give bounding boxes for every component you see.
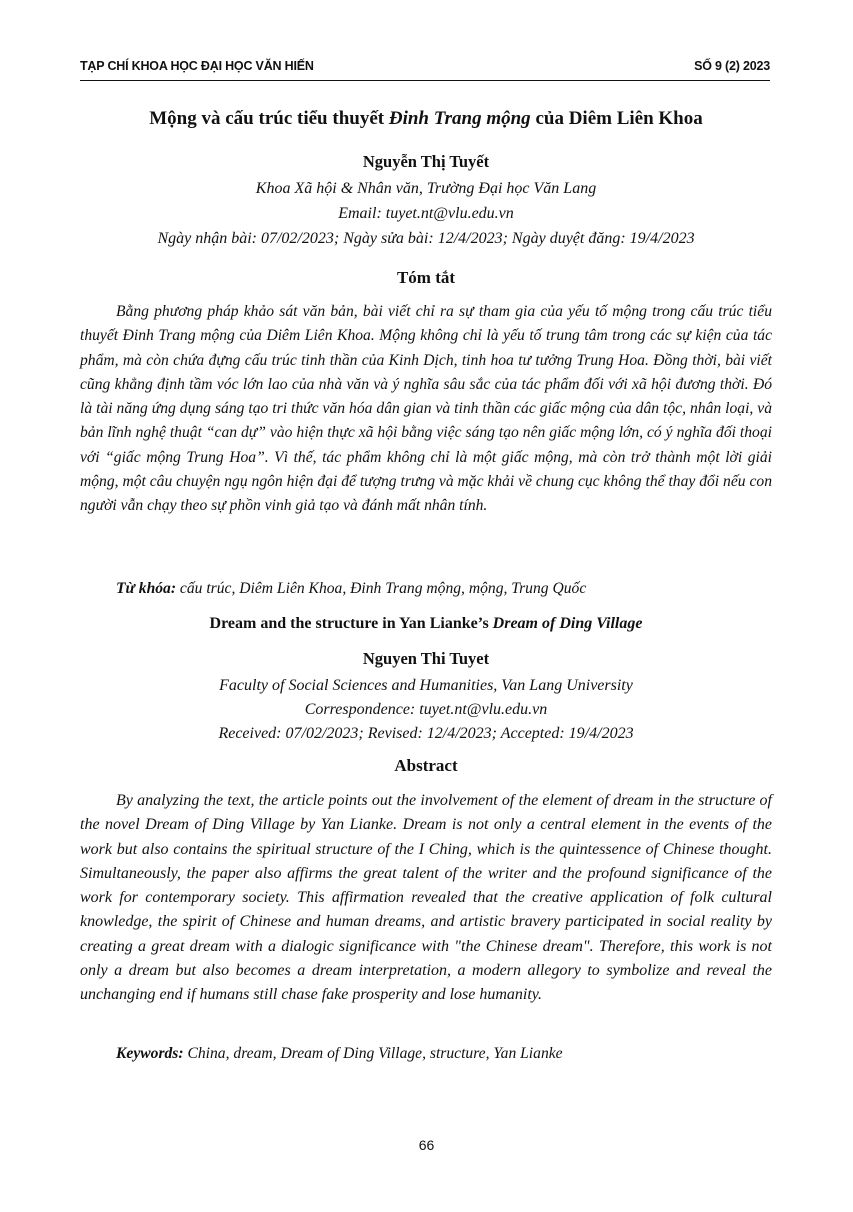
vi-title: Mộng và cấu trúc tiểu thuyết Đinh Trang mộng của Diêm Liên Khoa (149, 108, 703, 129)
issue-number: SỐ 9 (2) 2023 (694, 59, 770, 73)
en-title: Dream and the structure in Yan Lianke’s Dream of Ding Village (209, 615, 643, 632)
en-dates: Received: 07/02/2023; Revised: 12/4/2023; Accepted: 19/4/2023 (218, 725, 634, 742)
vi-author: Nguyễn Thị Tuyết (362, 152, 490, 171)
en-keywords: Keywords: China, dream, Dream of Ding Village, structure, Yan Lianke (116, 1045, 563, 1062)
en-keywords-label: Keywords: (116, 1045, 184, 1062)
en-author: Nguyen Thi Tuyet (362, 649, 490, 668)
en-title-novel: Dream of Ding Village (492, 615, 643, 632)
en-affiliation: Faculty of Social Sciences and Humanities, Van Lang University (219, 677, 633, 694)
vi-email: Email: tuyet.nt@vlu.edu.vn (338, 205, 514, 222)
vi-dates: Ngày nhận bài: 07/02/2023; Ngày sửa bài: 12/4/2023; Ngày duyệt đăng: 19/4/2023 (157, 230, 695, 247)
page-number: 66 (418, 1137, 435, 1153)
vi-keywords-label: Từ khóa: (116, 580, 177, 597)
en-abstract: By analyzing the text, the article points out the involvement of the element of dream in the structure of the novel Dream of Ding Village by Yan Lianke. Dream is not only a central element in the events of the work but also contains the spiritual structure of the I Ching, which is the quintessence of Chinese thought. Simultaneously, the paper also affirms the great talent of the writer and the profound significance of the work for contemporary society. This affirmation revealed that the creative application of folk cultural knowledge, the spirit of Chinese and human dreams, and artistic bravery participated in social reality by creating a great dream with a dialogic significance with "the Chinese dream". Therefore, this work is not only a dream but also becomes a dream interpretation, a modern allegory to symbolize and reveal the unchanging end if humans still chase fake prosperity and lose humanity. (80, 792, 772, 1004)
running-header (80, 56, 770, 78)
vi-keywords: Từ khóa: cấu trúc, Diêm Liên Khoa, Đinh Trang mộng, mộng, Trung Quốc (116, 580, 587, 597)
en-correspondence: Correspondence: tuyet.nt@vlu.edu.vn (304, 701, 548, 718)
header-rule (80, 80, 770, 81)
vi-abstract-heading: Tóm tắt (396, 268, 456, 287)
en-abstract-heading: Abstract (394, 756, 458, 775)
vi-title-novel: Đinh Trang mộng (388, 108, 531, 129)
vi-abstract: Bằng phương pháp khảo sát văn bản, bài viết chỉ ra sự tham gia của yếu tố mộng trong cấu trúc tiểu thuyết Đinh Trang mộng của Diêm Liên Khoa. Mộng không chỉ là yếu tố trung tâm trong các sự kiện của tác phẩm, mà còn chứa đựng cấu trúc tinh thần của Kinh Dịch, tinh hoa tư tưởng Trung Hoa. Đồng thời, bài viết cũng khẳng định tầm vóc lớn lao của nhà văn và ý nghĩa sâu sắc của tác phẩm đối với xã hội đương thời. Đó là tài năng ứng dụng sáng tạo tri thức văn hóa dân gian và tinh thần các giấc mộng của dân tộc, nhân loại, và bản lĩnh nghệ thuật “can dự” vào hiện thực xã hội bằng việc sáng tạo nên giấc mộng lớn, có ý nghĩa đối thoại với “giấc mộng Trung Hoa”. Vì thế, tác phẩm không chỉ là một giấc mộng, mà còn trở thành một lời giải mộng, một câu chuyện ngụ ngôn hiện đại để tượng trưng và mặc khải về chung cục không thể thay đổi nếu con người vẫn chạy theo sự phồn vinh giả tạo và đánh mất nhân tính. (80, 303, 772, 515)
journal-name: TẠP CHÍ KHOA HỌC ĐẠI HỌC VĂN HIẾN (80, 59, 314, 73)
vi-affiliation: Khoa Xã hội & Nhân văn, Trường Đại học Văn Lang (255, 180, 597, 197)
